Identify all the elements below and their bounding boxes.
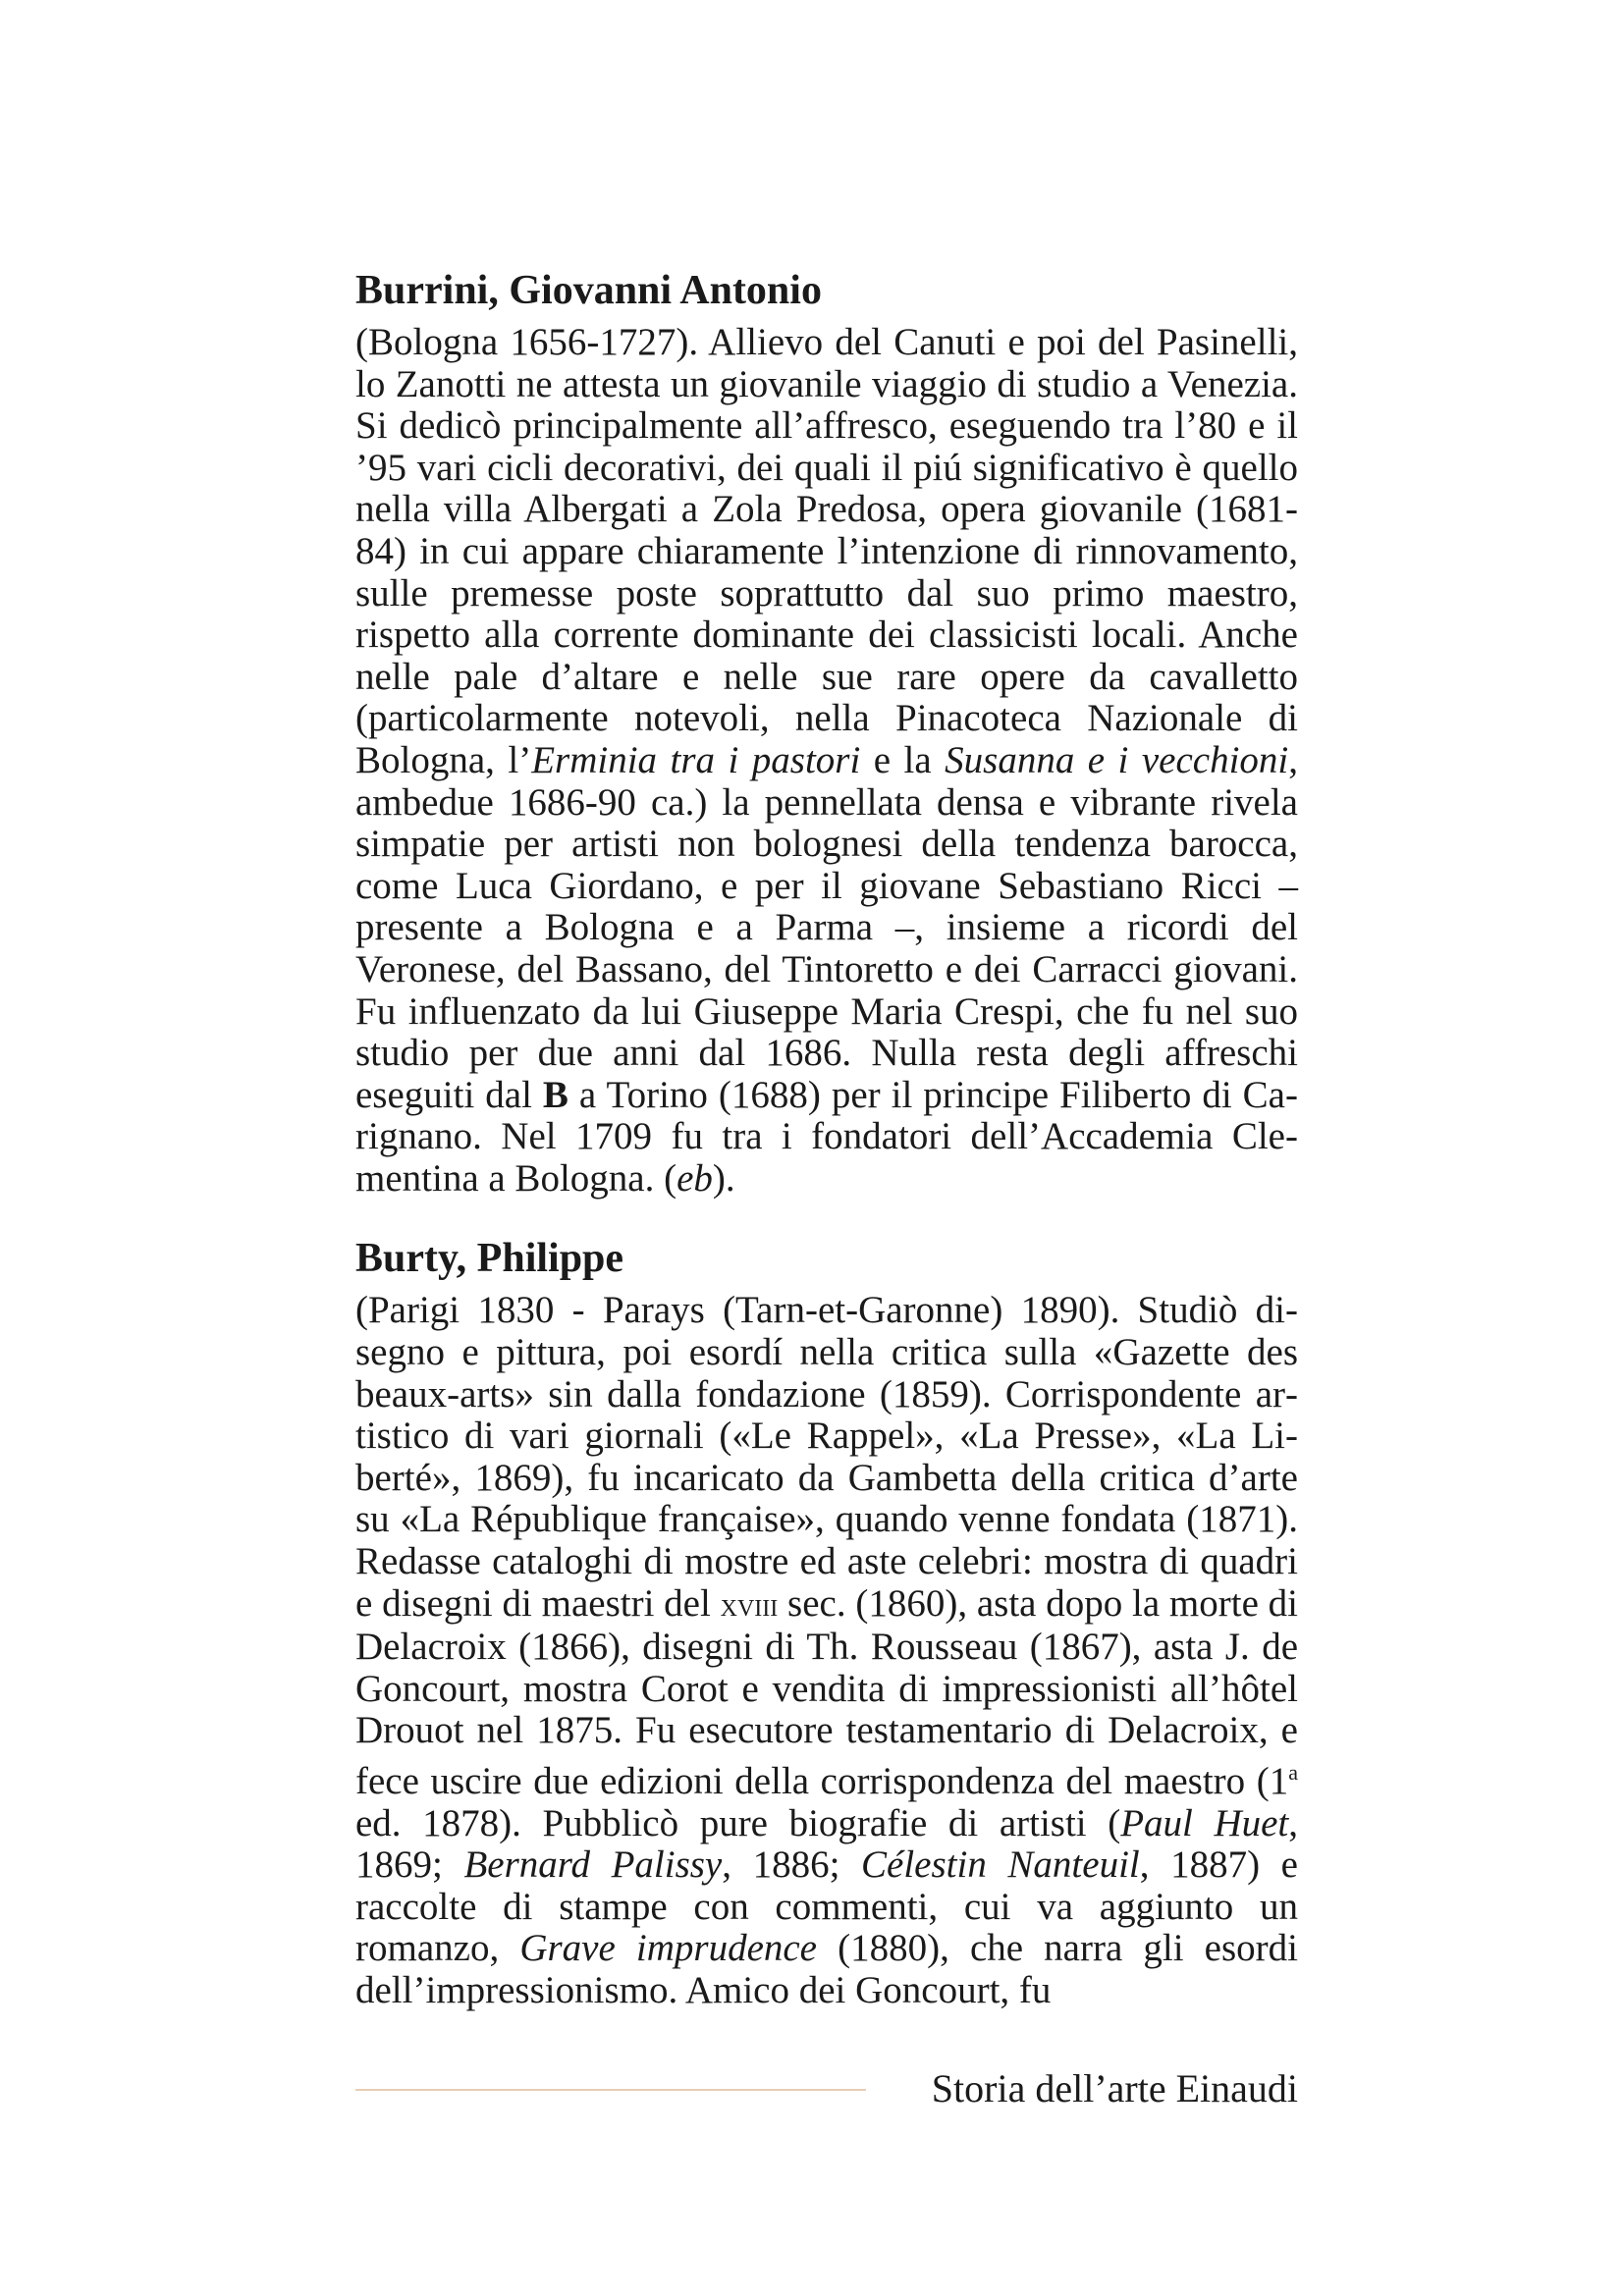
italic-text: Susanna e i vecchioni: [945, 738, 1289, 781]
footer-publisher: Storia dell’arte Einaudi: [931, 2066, 1298, 2110]
body-text: (Bologna 1656-1727). Allievo del Canuti e poi del Pasinelli, lo Zanotti ne attesta un giovanile viaggio di studio a Venezia. Si dedicò principalmente all’affresco, eseguendo tra l’80 e il ’95 vari cicli decorativi, dei quali il piú significativo è quello nella villa Albergati a Zola Predosa, opera giovanile (1681-84) in cui appare chiaramente l’intenzione di rinnovamento, sulle premesse poste soprattutto dal suo primo maestro, rispetto alla corrente dominante dei classicisti locali. Anche nelle pale d’altare e nelle sue rare opere da cavalletto (particolarmente notevoli, nella Pinacoteca Nazionale di Bologna, l’: [355, 321, 1298, 781]
body-text: a Torino (1688) per il principe Filiberto di Carignano. Nel 1709 fu tra i fondatori dell’Accademia Clementina a Bologna. (: [355, 1073, 1298, 1200]
page-footer: [355, 2061, 1298, 2120]
entry-body-burty: [355, 1290, 1298, 2011]
body-text: (Parigi 1830 - Parays (Tarn-et-Garonne) 1890). Studiò disegno e pittura, poi esordí nella critica sulla «Gazette des beaux-arts» sin dalla fondazione (1859). Corrispondente artistico di vari giornali («Le Rappel», «La Presse», «La Liberté», 1869), fu incaricato da Gambetta della critica d’arte su «La République française», quando venne fondata (1871). Redasse cataloghi di mostre ed aste celebri: mostra di quadri e disegni di maestri del: [355, 1289, 1298, 1625]
italic-text: Paul Huet: [1120, 1801, 1289, 1844]
italic-text: eb: [676, 1156, 713, 1200]
superscript-text: a: [1288, 1760, 1298, 1785]
small-caps-text: xviii: [720, 1586, 779, 1624]
entry-title-burrini: Burrini, Giovanni Antonio: [355, 268, 822, 313]
body-text: e la: [860, 738, 946, 781]
body-text: , 1887) e raccolte di stampe con commenti, cui va aggiunto un romanzo,: [355, 1843, 1298, 1970]
body-text: ed. 1878). Pubblicò pure biografie di artisti (: [355, 1801, 1121, 1844]
bold-text: B: [542, 1073, 568, 1116]
body-text: , 1869;: [355, 1801, 1299, 1887]
italic-text: Célestin Nanteuil: [861, 1843, 1140, 1887]
italic-text: Erminia tra i pastori: [531, 738, 861, 781]
body-text: , 1886;: [722, 1843, 862, 1887]
entry-body-burrini: [355, 322, 1298, 1200]
italic-text: Grave imprudence: [519, 1927, 817, 1970]
body-text: ).: [712, 1156, 735, 1200]
body-text: , ambedue 1686-90 ca.) la pennellata densa e vibrante rivela simpatie per artisti non bolognesi della tendenza barocca, come Luca Giordano, e per il giovane Sebastiano Ricci – presente a Bologna e a Parma –, insieme a ricordi del Veronese, del Bassano, del Tintoretto e dei Carracci giovani. Fu influenzato da lui Giuseppe Maria Crespi, che fu nel suo studio per due anni dal 1686. Nulla resta degli affreschi eseguiti dal: [355, 738, 1299, 1116]
entries-column: [355, 265, 1298, 2046]
body-text: sec. (1860), asta dopo la morte di Delacroix (1866), disegni di Th. Rousseau (1867), asta J. de Goncourt, mostra Corot e vendita di impressionisti all’hôtel Drouot nel 1875. Fu esecutore testamentario di Delacroix, e fece uscire due edizioni della corrispondenza del maestro (1: [355, 1581, 1298, 1802]
footer-rule: [355, 2089, 866, 2091]
italic-text: Bernard Palissy: [463, 1843, 723, 1887]
entry-title-burty: Burty, Philippe: [355, 1236, 624, 1282]
body-text: (1880), che narra gli esordi dell’impressionismo. Amico dei Goncourt, fu: [355, 1927, 1298, 2011]
